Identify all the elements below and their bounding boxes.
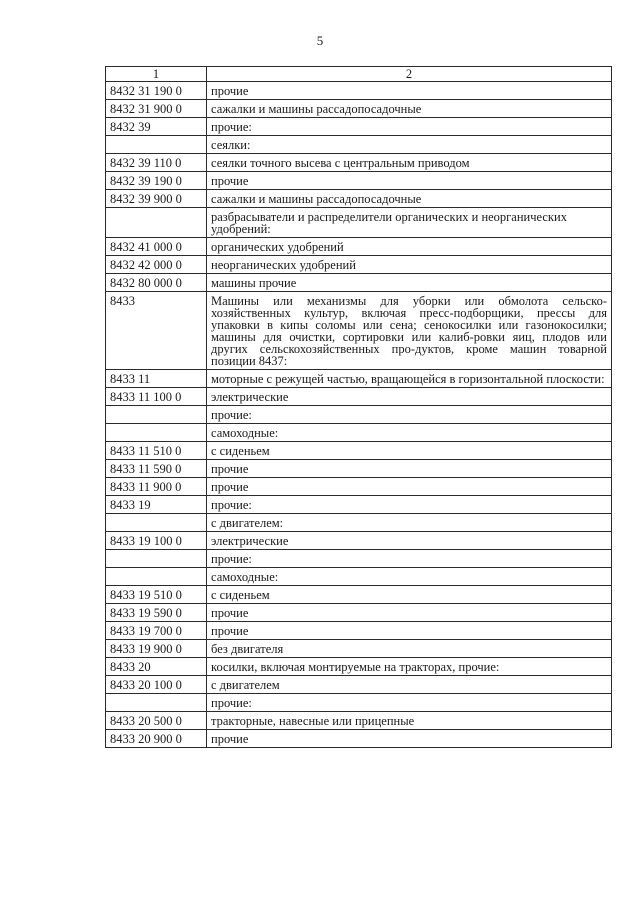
- code-cell: 8432 39 110 0: [106, 154, 207, 172]
- code-cell: 8433 19 100 0: [106, 532, 207, 550]
- table-row: [106, 370, 612, 388]
- code-cell: [106, 136, 207, 154]
- table-row: [106, 604, 612, 622]
- code-cell: [106, 568, 207, 586]
- description-cell: с двигателем:: [207, 514, 612, 532]
- table-row: [106, 676, 612, 694]
- description-cell: прочие: [207, 622, 612, 640]
- description-cell: прочие:: [207, 694, 612, 712]
- table-row: [106, 496, 612, 514]
- code-cell: 8433 20 100 0: [106, 676, 207, 694]
- column-header-code: 1: [106, 67, 207, 82]
- code-cell: 8433 20 900 0: [106, 730, 207, 748]
- table-row: [106, 388, 612, 406]
- description-cell: прочие: [207, 604, 612, 622]
- code-cell: [106, 694, 207, 712]
- description-cell: прочие:: [207, 118, 612, 136]
- description-cell: косилки, включая монтируемые на тракторах, прочие:: [207, 658, 612, 676]
- table-row: [106, 100, 612, 118]
- description-cell: с сиденьем: [207, 442, 612, 460]
- description-cell: прочие: [207, 478, 612, 496]
- description-cell: моторные с режущей частью, вращающейся в горизонтальной плоскости:: [207, 370, 612, 388]
- table-row: [106, 712, 612, 730]
- code-cell: [106, 424, 207, 442]
- code-cell: 8432 42 000 0: [106, 256, 207, 274]
- table-row: [106, 256, 612, 274]
- description-cell: сажалки и машины рассадопосадочные: [207, 100, 612, 118]
- code-cell: [106, 514, 207, 532]
- code-cell: 8433 11 590 0: [106, 460, 207, 478]
- table-row: [106, 82, 612, 100]
- code-cell: 8433 19: [106, 496, 207, 514]
- description-cell: машины прочие: [207, 274, 612, 292]
- table-row: [106, 658, 612, 676]
- description-cell: самоходные:: [207, 424, 612, 442]
- description-cell: сажалки и машины рассадопосадочные: [207, 190, 612, 208]
- code-cell: 8433 19 900 0: [106, 640, 207, 658]
- table-row: [106, 460, 612, 478]
- description-cell: сеялки:: [207, 136, 612, 154]
- code-cell: 8433 11 510 0: [106, 442, 207, 460]
- code-cell: [106, 406, 207, 424]
- code-cell: 8432 41 000 0: [106, 238, 207, 256]
- code-cell: 8433 20 500 0: [106, 712, 207, 730]
- table-row: [106, 622, 612, 640]
- table-row: [106, 640, 612, 658]
- table-row: [106, 172, 612, 190]
- description-cell: с сиденьем: [207, 586, 612, 604]
- description-cell: прочие:: [207, 496, 612, 514]
- column-header-description: 2: [207, 67, 612, 82]
- table-row: [106, 532, 612, 550]
- code-cell: 8432 39: [106, 118, 207, 136]
- code-cell: 8433 11 100 0: [106, 388, 207, 406]
- code-cell: 8433 19 510 0: [106, 586, 207, 604]
- description-cell: Машины или механизмы для уборки или обмолота сельско-хозяйственных культур, включая пресс-подборщики, прессы для упаковки в кипы соломы или сена; сенокосилки или газонокосилки; машины для очистки, сортировки или калиб-ровки яиц, плодов или других сельскохозяйственных про-дуктов, кроме машин товарной позиции 8437:: [207, 292, 612, 370]
- tariff-code-table: [105, 66, 612, 748]
- table-row: [106, 694, 612, 712]
- table-row: [106, 274, 612, 292]
- code-cell: 8432 31 900 0: [106, 100, 207, 118]
- description-cell: прочие:: [207, 406, 612, 424]
- page-number: 5: [316, 33, 324, 48]
- description-cell: прочие:: [207, 550, 612, 568]
- description-cell: сеялки точного высева с центральным приводом: [207, 154, 612, 172]
- code-cell: 8433: [106, 292, 207, 370]
- code-cell: 8432 39 190 0: [106, 172, 207, 190]
- code-cell: 8432 39 900 0: [106, 190, 207, 208]
- description-cell: с двигателем: [207, 676, 612, 694]
- description-cell: прочие: [207, 460, 612, 478]
- table-row: [106, 406, 612, 424]
- table-row: [106, 190, 612, 208]
- description-cell: неорганических удобрений: [207, 256, 612, 274]
- code-cell: [106, 550, 207, 568]
- table-row: [106, 424, 612, 442]
- description-cell: электрические: [207, 532, 612, 550]
- code-cell: 8433 19 700 0: [106, 622, 207, 640]
- description-cell: прочие: [207, 82, 612, 100]
- table-row: [106, 118, 612, 136]
- code-cell: 8432 31 190 0: [106, 82, 207, 100]
- description-cell: электрические: [207, 388, 612, 406]
- table-header-row: [106, 67, 612, 82]
- description-cell: прочие: [207, 730, 612, 748]
- description-cell: прочие: [207, 172, 612, 190]
- table-row: [106, 136, 612, 154]
- table-row: [106, 238, 612, 256]
- description-cell: разбрасыватели и распределители органических и неорганических удобрений:: [207, 208, 612, 238]
- code-cell: [106, 208, 207, 238]
- table-row: [106, 478, 612, 496]
- table-row: [106, 154, 612, 172]
- code-cell: 8432 80 000 0: [106, 274, 207, 292]
- table-row: [106, 586, 612, 604]
- table-row: [106, 568, 612, 586]
- table-row: [106, 442, 612, 460]
- description-cell: органических удобрений: [207, 238, 612, 256]
- table-row: [106, 208, 612, 238]
- table-row: [106, 292, 612, 370]
- description-cell: самоходные:: [207, 568, 612, 586]
- code-cell: 8433 11: [106, 370, 207, 388]
- description-cell: без двигателя: [207, 640, 612, 658]
- table-row: [106, 730, 612, 748]
- table-row: [106, 550, 612, 568]
- code-cell: 8433 11 900 0: [106, 478, 207, 496]
- table-row: [106, 514, 612, 532]
- code-cell: 8433 19 590 0: [106, 604, 207, 622]
- description-cell: тракторные, навесные или прицепные: [207, 712, 612, 730]
- table-body: [106, 82, 612, 748]
- code-cell: 8433 20: [106, 658, 207, 676]
